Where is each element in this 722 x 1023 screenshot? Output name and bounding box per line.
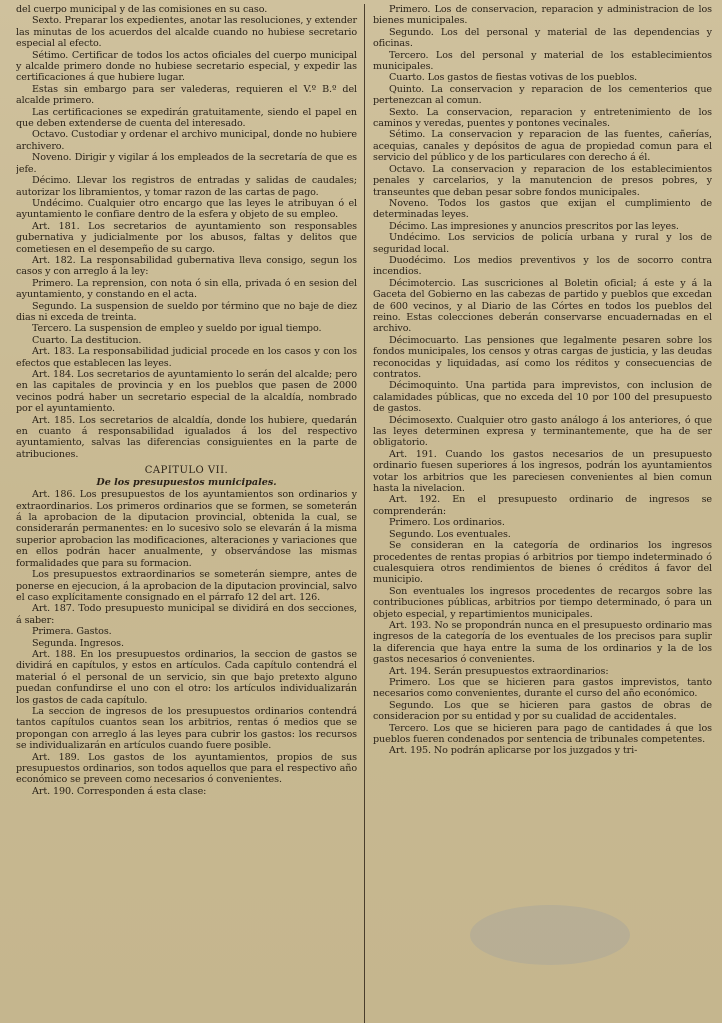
article-186: Art. 186. Los presupuestos de los ayuntamientos son ordinarios y extraordinarios. Los primeros ordinarios que se formen, se someterán á la aprobacion de la diputacion provincial, obtenida la cual, se considerarán permanentes: en lo sucesivo solo se elevarán á la misma superior aprobacion las modificaciones, alteraciones y variaciones que en ellos podrán hacer anualmente, y observándose las mismas formalidades que para su formacion. bbox=[16, 489, 357, 569]
paragraph: Cuarto. La destitucion. bbox=[32, 334, 142, 346]
paragraph: Sexto. Preparar los expedientes, anotar las resoluciones, y extender las minutas de los acuerdos del alcalde cuando no hubiese secretario especial al efecto. bbox=[16, 15, 357, 50]
paragraph: Sétimo. La conservacion y reparacion de las fuentes, cañerías, acequias, canales y depósitos de agua de propiedad comun para el servicio del público y de los particulares con derecho á él. bbox=[373, 129, 712, 164]
paragraph: Los presupuestos extraordinarios se someterán siempre, antes de ponerse en ejecucion, á la aprobacion de la diputacion provincial, salvo el caso explícitamente consignado en el párrafo 12 del art. 126. bbox=[16, 569, 357, 603]
article-184: Art. 184. Los secretarios de ayuntamiento lo serán del alcalde; pero en las capitales de provincia y en los pueblos que pasen de 2000 vecinos podrá haber un secretario especial de la alcaldía, nombrado por el ayuntamiento. bbox=[16, 369, 357, 415]
article-181: Art. 181. Los secretarios de ayuntamiento son responsables gubernativa y judicialmente por los abusos, faltas y delitos que cometiesen en el desempeño de su cargo. bbox=[16, 220, 357, 255]
paragraph: Primero. La reprension, con nota ó sin ella, privada ó en sesion del ayuntamiento, y constando en el acta. bbox=[16, 277, 357, 301]
article-185: Art. 185. Los secretarios de alcaldía, donde los hubiere, quedarán en cuanto á responsabilidad igualados á los del respectivo ayuntamiento, salvas las diferencias consiguientes en la parte de atribuciones. bbox=[16, 414, 357, 460]
paragraph: Décimo. Las impresiones y anuncios prescritos por las leyes. bbox=[389, 220, 679, 232]
article-183: Art. 183. La responsabilidad judicial procede en los casos y con los efectos que establecen las leyes. bbox=[16, 346, 357, 369]
left-column bbox=[16, 4, 364, 1023]
paragraph: Primero. Los de conservacion, reparacion y administracion de los bienes municipales. bbox=[373, 4, 712, 27]
paragraph: La seccion de ingresos de los presupuestos ordinarios contendrá tantos capítulos cuantos sean los arbitrios, rentas ó medios que se propongan con arreglo á las leyes para cubrir los gastos: los recursos se individualizarán en artículos cuando fuere posible. bbox=[16, 705, 357, 752]
paragraph: Primero. Los ordinarios. bbox=[389, 517, 505, 529]
paragraph: Décimoquinto. Una partida para imprevistos, con inclusion de calamidades públicas, que no exceda del 10 por 100 del presupuesto de gastos. bbox=[373, 380, 712, 415]
paragraph: Segundo. Los del personal y material de las dependencias y oficinas. bbox=[373, 26, 712, 50]
paragraph: Primero. Los que se hicieren para gastos imprevistos, tanto necesarios como convenientes, durante el curso del año económico. bbox=[373, 676, 712, 700]
article-192: Art. 192. En el presupuesto ordinario de ingresos se comprenderán: bbox=[373, 494, 712, 517]
article-191: Art. 191. Cuando los gastos necesarios de un presupuesto ordinario fuesen superiores á los ingresos, podrán los ayuntamientos votar los arbitrios que les pareciesen convenientes al bien comun hasta la nivelacion. bbox=[373, 448, 712, 495]
paragraph: Segundo. Los eventuales. bbox=[389, 528, 511, 540]
article-193: Art. 193. No se propondrán nunca en el presupuesto ordinario mas ingresos de la categoría de los eventuales de los precisos para suplir la diferencia que haya entre la suma de los ordinarios y la de los gastos necesarios ó convenientes. bbox=[373, 619, 712, 666]
paragraph: Octavo. Custodiar y ordenar el archivo municipal, donde no hubiere archivero. bbox=[16, 129, 357, 152]
paragraph: Décimo. Llevar los registros de entradas y salidas de caudales; autorizar los libramientos, y tomar razon de las cartas de pago. bbox=[16, 175, 357, 198]
paragraph: Décimosexto. Cualquier otro gasto análogo á los anteriores, ó que las leyes determinen expresa y terminantemente, que ha de ser obligatorio. bbox=[373, 414, 712, 449]
right-column bbox=[364, 4, 712, 1023]
paragraph: Segundo. Los que se hicieren para gastos de obras de consideracion por su entidad y por su cualidad de accidentales. bbox=[373, 699, 712, 723]
article-189: Art. 189. Los gastos de los ayuntamientos, propios de sus presupuestos ordinarios, son todos aquellos que para el respectivo año económico se preveen como necesarios ó convenientes. bbox=[16, 751, 357, 786]
paragraph: Estas sin embargo para ser valederas, requieren el V.º B.º del alcalde primero. bbox=[16, 83, 357, 107]
chapter-subtitle: De los presupuestos municipales. bbox=[96, 477, 277, 489]
paragraph: Quinto. La conservacion y reparacion de los cementerios que pertenezcan al comun. bbox=[373, 83, 712, 107]
paragraph: Duodécimo. Los medios preventivos y los de socorro contra incendios. bbox=[373, 254, 712, 278]
article-182: Art. 182. La responsabilidad gubernativa lleva consigo, segun los casos y con arreglo á la ley: bbox=[16, 254, 357, 278]
paragraph: Tercero. Los del personal y material de los establecimientos municipales. bbox=[373, 49, 712, 73]
paragraph: Primera. Gastos. bbox=[32, 626, 112, 638]
paragraph: Tercero. Los que se hicieren para pago de cantidades á que los pueblos fueren condenados por sentencia de tribunales competentes. bbox=[373, 722, 712, 745]
paragraph: Undécimo. Cualquier otro encargo que las leyes le atribuyan ó el ayuntamiento le confiare dentro de la esfera y objeto de su empleo. bbox=[16, 197, 357, 221]
paragraph: Décimocuarto. Las pensiones que legalmente pesaren sobre los fondos municipales, los censos y otras cargas de justicia, y las deudas reconocidas y liquidadas, así como los réditos y consecuencias de contratos. bbox=[373, 334, 712, 380]
paragraph: Las certificaciones se expedirán gratuitamente, siendo el papel en que deben extenderse de cuenta del interesado. bbox=[16, 106, 357, 130]
paragraph: Segunda. Ingresos. bbox=[32, 637, 124, 649]
paragraph: Octavo. La conservacion y reparacion de los establecimientos penales y carcelarios, y la manutencion de presos pobres, y transeuntes que deban pesar sobre fondos municipales. bbox=[373, 163, 712, 198]
paragraph: Décimotercio. Las suscriciones al Boletin oficial; á este y á la Gaceta del Gobierno en las cabezas de partido y pueblos que excedan de 600 vecinos, y al Diario de las Córtes en todos los pueblos del reino. Estas colecciones deberán conservarse encuadernadas en el archivo. bbox=[373, 277, 712, 335]
article-195: Art. 195. No podrán aplicarse por los juzgados y tri- bbox=[389, 745, 638, 757]
paragraph: Cuarto. Los gastos de fiestas votivas de los pueblos. bbox=[389, 72, 638, 84]
chapter-title: CAPITULO VII. bbox=[144, 465, 229, 477]
paragraph: Noveno. Dirigir y vigilar á los empleados de la secretaría de que es jefe. bbox=[16, 152, 357, 175]
paragraph: Sétimo. Certificar de todos los actos oficiales del cuerpo municipal y alcalde primero donde no hubiese secretario especial, y expedir las certificaciones á que hubiere lugar. bbox=[16, 49, 357, 84]
paragraph: Undécimo. Los servicios de policía urbana y rural y los de seguridad local. bbox=[373, 232, 712, 255]
article-187: Art. 187. Todo presupuesto municipal se dividirá en dos secciones, á saber: bbox=[16, 603, 357, 626]
article-194: Art. 194. Serán presupuestos extraordinarios: bbox=[389, 665, 609, 677]
paragraph: Tercero. La suspension de empleo y sueldo por igual tiempo. bbox=[32, 323, 322, 335]
article-190: Art. 190. Corresponden á esta clase: bbox=[32, 785, 207, 797]
paragraph: del cuerpo municipal y de las comisiones en su caso. bbox=[16, 4, 268, 15]
paragraph: Noveno. Todos los gastos que exijan el cumplimiento de determinadas leyes. bbox=[373, 197, 712, 221]
paragraph: Son eventuales los ingresos procedentes de recargos sobre las contribuciones públicas, arbitrios por tiempo determinado, ó para un objeto especial, y repartimientos municipales. bbox=[373, 585, 712, 620]
paragraph: Segundo. La suspension de sueldo por término que no baje de diez dias ni exceda de treinta. bbox=[16, 300, 357, 323]
article-188: Art. 188. En los presupuestos ordinarios, la seccion de gastos se dividirá en capítulos, y estos en artículos. Cada capítulo contendrá el material ó el personal de un servicio, sin que bajo pretexto alguno puedan confundirse el uno con el otro: los artículos individualizarán los gastos de cada capítulo. bbox=[16, 648, 357, 706]
paragraph: Se consideran en la categoría de ordinarios los ingresos procedentes de rentas propias ó arbitrios por tiempo indeterminado ó cualesquiera otros rendimientos de bienes ó créditos á favor del municipio. bbox=[373, 540, 712, 586]
paragraph: Sexto. La conservacion, reparacion y entretenimiento de los caminos y veredas, puentes y pontones vecinales. bbox=[373, 106, 712, 130]
